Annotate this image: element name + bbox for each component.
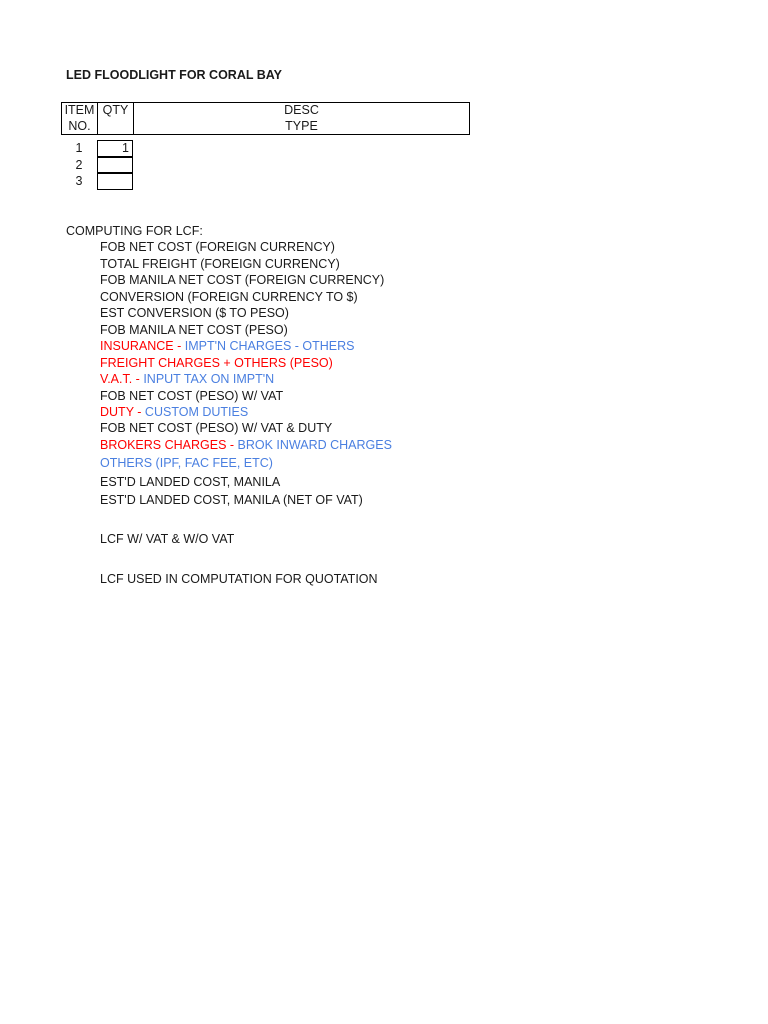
insurance-note: IMPT'N CHARGES - OTHERS — [184, 339, 355, 353]
lcf-line-insurance — [100, 338, 355, 354]
item-number: 2 — [75, 157, 83, 172]
duty-label: DUTY - — [100, 405, 145, 419]
lcf-line: TOTAL FREIGHT (FOREIGN CURRENCY) — [100, 256, 340, 271]
lcf-line: FOB MANILA NET COST (FOREIGN CURRENCY) — [100, 273, 385, 287]
lcf-line: EST'D LANDED COST, MANILA — [100, 474, 281, 489]
col-header-desc — [134, 103, 469, 134]
col-header-qty — [98, 103, 133, 134]
lcf-line: EST CONVERSION ($ TO PESO) — [100, 306, 289, 320]
page-title: LED FLOODLIGHT FOR CORAL BAY — [66, 68, 282, 82]
lcf-line-others: OTHERS (IPF, FAC FEE, ETC) — [100, 456, 273, 470]
item-number: 3 — [75, 174, 83, 188]
lcf-line-brokers — [100, 437, 392, 453]
duty-note: CUSTOM DUTIES — [144, 405, 249, 419]
lcf-line: EST'D LANDED COST, MANILA (NET OF VAT) — [100, 493, 363, 507]
qty-cell[interactable] — [97, 173, 133, 190]
lcf-line-freight: FREIGHT CHARGES + OTHERS (PESO) — [100, 355, 333, 370]
vat-note: INPUT TAX ON IMPT'N — [143, 372, 275, 386]
col-header-desc-line1: DESC — [284, 103, 319, 117]
lcf-line: LCF W/ VAT & W/O VAT — [100, 532, 235, 546]
qty-cell[interactable]: 1 — [97, 140, 133, 157]
col-header-item — [62, 103, 97, 134]
lcf-line: CONVERSION (FOREIGN CURRENCY TO $) — [100, 289, 358, 304]
item-number: 1 — [75, 141, 83, 155]
col-header-item-line1: ITEM — [64, 103, 95, 117]
col-header-desc-line2: TYPE — [285, 118, 318, 133]
lcf-line: FOB NET COST (PESO) W/ VAT — [100, 388, 284, 403]
lcf-line: LCF USED IN COMPUTATION FOR QUOTATION — [100, 571, 378, 586]
insurance-label: INSURANCE - — [100, 339, 185, 353]
lcf-line: FOB NET COST (FOREIGN CURRENCY) — [100, 240, 335, 254]
lcf-heading: COMPUTING FOR LCF: — [66, 224, 203, 238]
table-header — [61, 102, 470, 135]
col-header-qty-label: QTY — [102, 103, 129, 117]
brokers-note: BROK INWARD CHARGES — [237, 437, 392, 452]
col-header-item-line2: NO. — [68, 118, 91, 133]
vat-label: V.A.T. - — [100, 372, 144, 386]
qty-cell[interactable] — [97, 157, 133, 174]
lcf-line: FOB MANILA NET COST (PESO) — [100, 322, 288, 337]
brokers-label: BROKERS CHARGES - — [100, 437, 238, 452]
lcf-line-vat — [100, 371, 274, 387]
lcf-line: FOB NET COST (PESO) W/ VAT & DUTY — [100, 421, 333, 435]
lcf-line-duty — [100, 404, 248, 420]
